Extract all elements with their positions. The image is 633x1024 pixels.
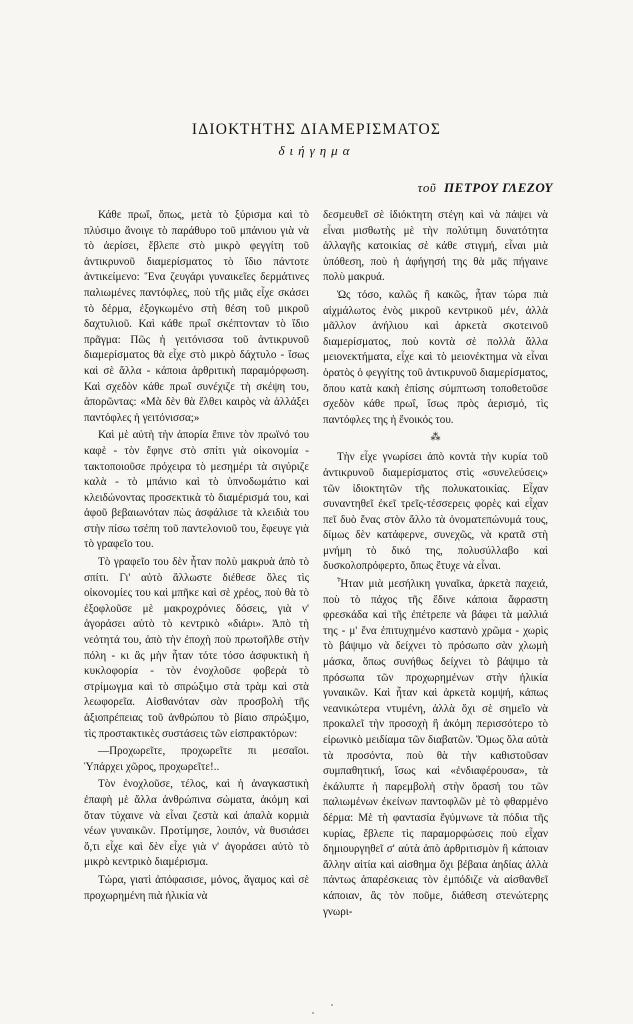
paragraph: Ὡς τόσο, καλῶς ἢ κακῶς, ἦταν τώρα πιὰ αἰχμάλωτος ἑνὸς μικροῦ κεντρικοῦ μέν, ἀλλὰ μᾶλλον ἀνήλιου καὶ ἀρκετὰ σκοτεινοῦ διαμερίσματος, ποὺ κοντὰ σὲ πολλὰ ἄλλα μειονεκτήματα, εἶχε καὶ τὸ μειονέκτημα νὰ εἶναι ὁρατὸς ὁ φεγγίτης τοῦ ἀντικρυνοῦ διαμερίσματος, ὅπου κατὰ κακὴ ἐπίσης σύμπτωση τοποθετοῦσε σχεδὸν κάθε πρωΐ, ἴσως πρὸς ἀερισμό, τὶς παντόφλες της ἡ ἔνοικός του.: [323, 288, 548, 426]
paragraph: Τὴν εἶχε γνωρίσει ἀπὸ κοντὰ τὴν κυρία τοῦ ἀντικρυνοῦ διαμερίσματος στὶς «συνελεύσεις» τῶν ἰδιοκτητῶν τῆς πολυκατοικίας. Εἶχαν συναντηθεῖ ἐκεῖ τρεῖς-τέσσερεις φορὲς καὶ εἶχαν πεῖ δυὸ ἕνας στὸν ἄλλο τὰ ὀνοματεπώνυμά τους, δίμως δὲν κατάφερνε, συνεχῶς, νὰ κρατᾶ στὴ μνήμη τὸ δικό της, πολυσύλλαβο καὶ δυσκολοπρόφερτο, ὅπως ἔτυχε νὰ εἶναι.: [323, 451, 548, 573]
byline: [418, 180, 553, 196]
paragraph: Κάθε πρωΐ, ὅπως, μετὰ τὸ ξύρισμα καὶ τὸ πλύσιμο ἄνοιγε τὸ παράθυρο τοῦ μπάνιου γιὰ νὰ τὸ ἀερίσει, ἔβλεπε στὸ μικρὸ φεγγίτη τοῦ ἀντικρυνοῦ διαμερίσματος τὸ ἴδιο πάντοτε ἀντικείμενο: Ἕνα ζευγάρι γυναικεῖες δερμάτινες παλιωμένες παντόφλες, ποὺ τῆς μιᾶς εἶχε σκάσει τὸ δέρμα, ἐξογκωμένο στὴ θέση τοῦ μικροῦ δαχτυλιοῦ. Καὶ κάθε πρωΐ σκέπτονταν τὸ ἴδιο πρᾶγμα: Πῶς ἡ γειτόνισσα τοῦ ἀντικρυνοῦ διαμερίσματος θὰ εἶχε στὸ μικρὸ δάχτυλο - ἴσως καὶ σὲ ἄλλα - κάποια ἀρθριτικὴ παραμόρφωση. Καὶ σχεδὸν κάθε πρωΐ συνέχιζε τὴ σκέψη του, ἀπορῶντας: «Μὰ δὲν θὰ ἔλθει καιρὸς νὰ ἀλλάξει παντόφλες ἡ γειτόνισσα;»: [84, 209, 309, 424]
paragraph: Τὸν ἐνοχλοῦσε, τέλος, καὶ ἡ ἀναγκαστικὴ ἐπαφὴ μὲ ἄλλα ἀνθρώπινα σώματα, ἀκόμη καὶ ὅταν τύχαινε νὰ εἶναι ζεστὰ καὶ ἁπαλὰ κορμιὰ νέων γυναικῶν. Προτίμησε, λοιπόν, νὰ θυσιάσει ὅ,τι εἶχε καὶ δὲν εἶχε γιὰ ν' ἀγοράσει αὐτὸ τὸ μικρὸ κεντρικὸ διαμέρισμα.: [84, 778, 309, 869]
dialogue-line: —Προχωρεῖτε, προχωρεῖτε πι μεσαῖοι. Ὑπάρχει χῶρος, προχωρεῖτε!..: [84, 745, 309, 773]
story-subtitle: διήγημα: [278, 143, 355, 158]
paragraph: Τώρα, γιατὶ ἀπόφασισε, μόνος, ἄγαμος καὶ σὲ προχωρημένη πιὰ ἡλικία νὰ: [84, 873, 309, 902]
story-title: ΙΔΙΟΚΤΗΤΗΣ ΔΙΑΜΕΡΙΣΜΑΤΟΣ: [191, 121, 442, 138]
paragraph: Ἦταν μιὰ μεσήλικη γυναῖκα, ἀρκετὰ παχειά, ποὺ τὸ πάχος τῆς ἔδινε κάποια ἄφραστη φρεσκάδα καὶ τῆς ἐπέτρεπε νὰ βάφει τὰ μαλλιά της - μ' ἕνα ἐπιτυχημένο καστανὸ χρῶμα - χωρὶς τὸ βάψιμο νὰ δείχνει τὸ πρόσωπο σὰν χλωμὴ μάσκα, ὅπως συνήθως δείχνει τὸ βάψιμο τὰ πρόσωπα τῶν προχωρημένων στὴν ἡλικία γυναικῶν. Καὶ ἦταν καὶ ἀρκετὰ κομψή, κάπως νεανικώτερα ντυμένη, ἀλλὰ ὄχι σὲ σημεῖο νὰ προκαλεῖ τὴν προσοχὴ ἢ ἀκόμη περισσότερο τὸ εἰρωνικὸ μειδίαμα τῶν διαβατῶν. Ὅμως ὅλα αὐτὰ τὰ προσόντα, ποὺ θὰ τὴν καθιστοῦσαν συμπαθητική, ἴσως καὶ «ἐνδιαφέρουσα», τὰ ἐκάλυπτε ἡ παρεμβολὴ στὴν ὅρασή του τῶν παλιωμένων ἐκείνων παντοφλῶν μὲ τὸ φθαρμένο δέρμα: Μὲ τὴ φαντασία ἔγύμνωνε τὰ πόδια τῆς κυρίας, ἔβλεπε τὶς παραμορφώσεις ποὺ εἶχαν δημιουργηθεῖ σ' αὐτὰ ἀπὸ ἀρθριτισμὸν ἢ κάποιαν ἄλλην αἰτία καὶ αἰσθημα ὄχι βέβαια ἀηδίας ἀλλὰ πάντως ἀπαρέσκειας τὸν ἐμπόδιζε νὰ αἰσθανθεῖ κάποιαν, ἂς τὸν ποῦμε, διάθεση στενώτερης γνωρι-: [323, 578, 548, 918]
paper-speck: [312, 1012, 314, 1014]
right-column: [323, 208, 548, 922]
paragraph: Τὸ γραφεῖο του δὲν ἦταν πολὺ μακρυὰ ἀπὸ τὸ σπίτι. Γι' αὐτὸ ἄλλωστε διέθεσε ὅλες τὶς οἰκονομίες του καὶ μπῆκε καὶ σὲ χρέος, ποὺ θὰ τὸ ἐξοφλοῦσε μὲ μακροχρόνιες δόσεις, γιὰ ν' ἀγοράσει αὐτὸ τὸ κεντρικὸ «διάρι». Ἀπὸ τὴ νεότητά του, ἀπὸ τὴν ἐποχὴ ποὺ πρωτοῆλθε στὴν πόλη - κι ἂς μὴν ἦταν τότε τόσο ἀσφυκτικὴ ἡ κυκλοφορία - τὸν ἐνοχλοῦσε φοβερὰ τὸ στρίμωγμα καὶ τὸ σπρώξιμο στὰ τρὰμ καὶ στὰ λεωφορεῖα. Αἰσθανόταν σὰν προσβολὴ τῆς ἀξιοπρέπειας τοῦ ἀνθρώπου τὸ βίαιο σπρώξιμο, τὶς προστακτικὲς συστάσεις τῶν εἰσπρακτόρων:: [84, 556, 309, 740]
paragraph: δεσμευθεῖ σὲ ἰδιόκτητη στέγη καὶ νὰ πάψει νὰ εἶναι μισθωτὴς μὲ τὴν πολύτιμη δυνατότητα ἀλλαγῆς κατοικίας σὲ κάθε στιγμή, εἶναι μιὰ ὑπόθεση, ποὺ ἡ ἀφήγησή της θὰ μᾶς πήγαινε πολὺ μακρυά.: [323, 209, 548, 284]
byline-prefix: τοῦ: [417, 180, 437, 195]
section-break-asterism: ⁂: [430, 432, 441, 444]
left-column: [84, 208, 309, 906]
paragraph: Καὶ μὲ αὐτὴ τὴν ἀπορία ἔπινε τὸν πρωϊνό του καφὲ - τὸν ἔφηνε στὸ σπίτι γιὰ οἰκονομία - τακτοποιοῦσε πρόχειρα τὸ μεσημέρι τὰ σιγύριζε καλὰ - τὸ μπάνιο καὶ τὸ ὑπνοδωμάτιο καὶ κλειδώνοντας προσεκτικὰ τὸ διαμέρισμά του, καὶ ἀφοῦ βεβαιωνόταν πὼς ἀσφάλισε τὰ κλειδιὰ του στὴν πίσω τσέπη τοῦ παντελονιοῦ του, ἔφευγε γιὰ τὸ γραφεῖο του.: [84, 429, 309, 551]
paper-speck: [331, 1004, 333, 1006]
author-name: ΠΕΤΡΟΥ ΓΛΕΖΟΥ: [444, 180, 553, 195]
